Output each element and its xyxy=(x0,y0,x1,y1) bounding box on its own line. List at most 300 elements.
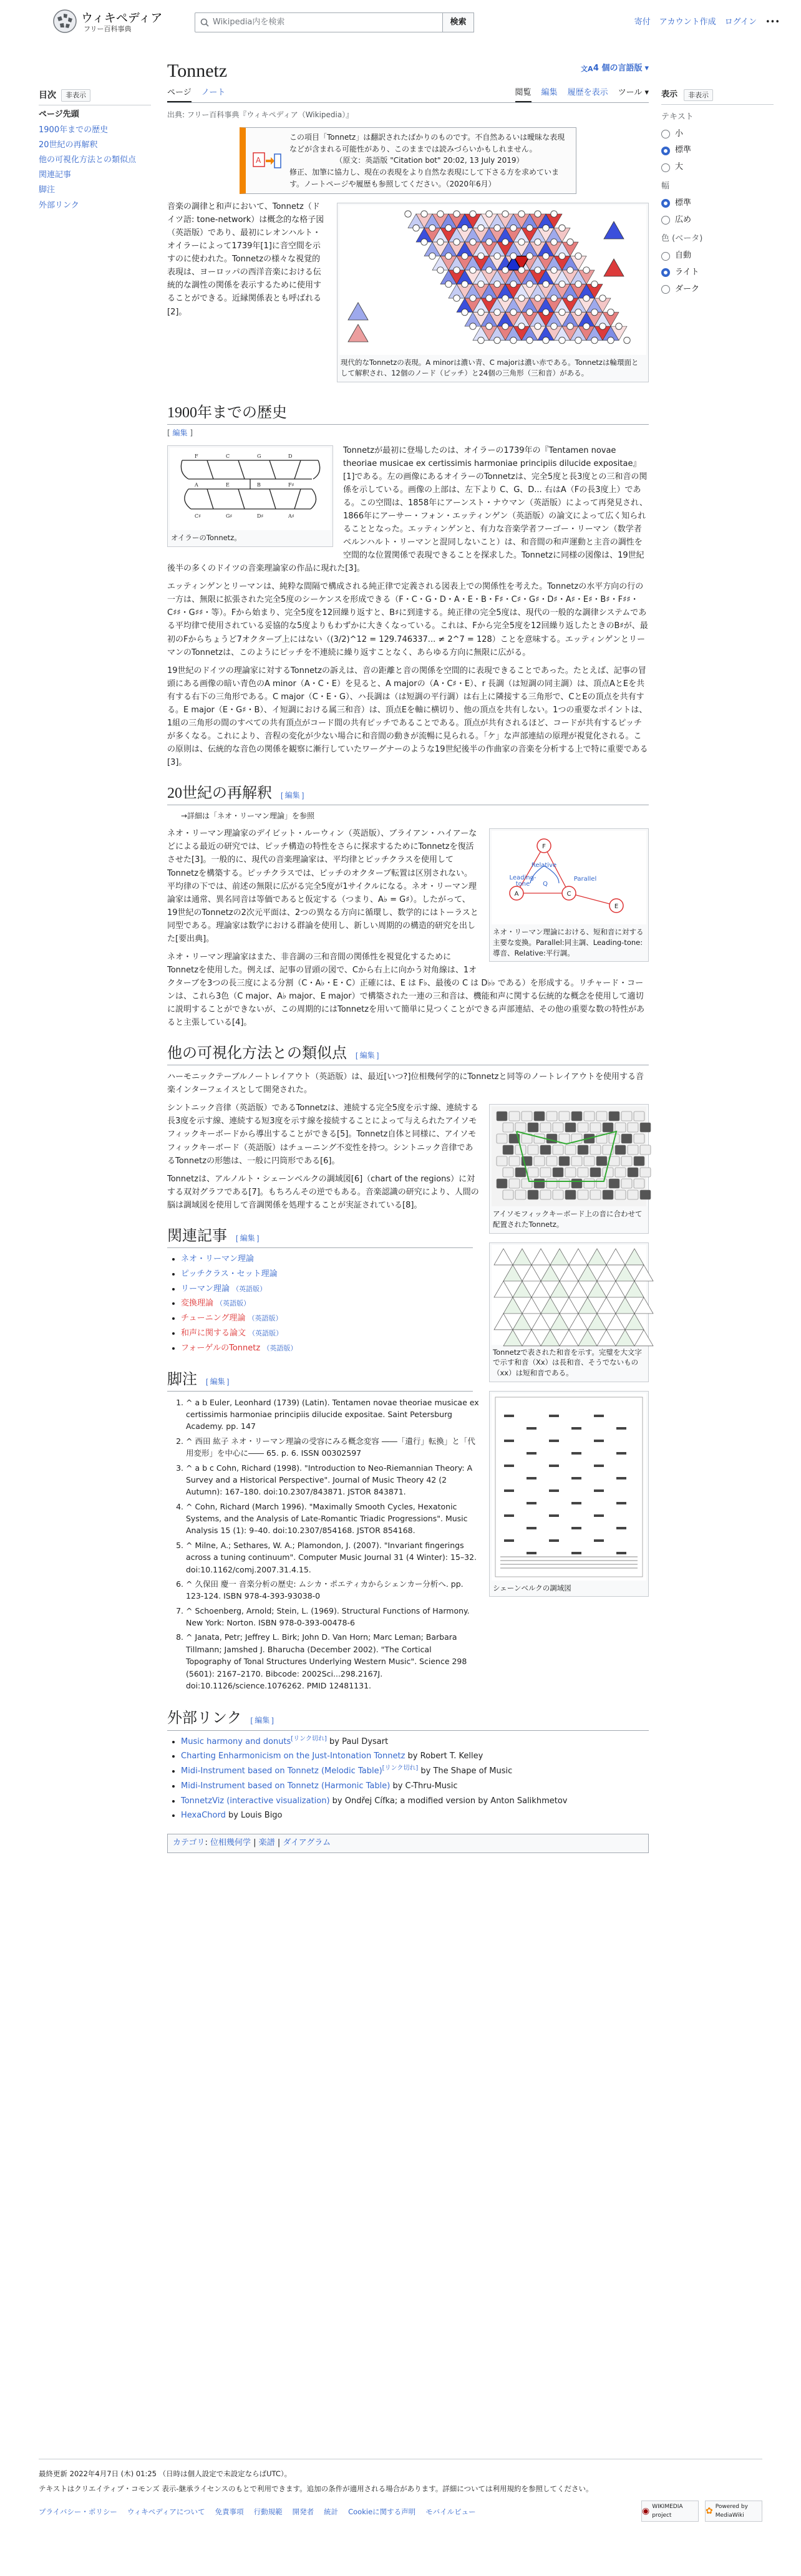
translation-notice xyxy=(240,127,576,194)
svg-text:A: A xyxy=(256,155,261,165)
pitch-node xyxy=(559,225,565,231)
section-related-title: 関連記事 [ 編集 ] xyxy=(167,1227,473,1248)
pitch-node xyxy=(454,267,460,273)
chord-triangle xyxy=(532,1281,550,1297)
pitch-node xyxy=(543,337,549,344)
region-mark xyxy=(527,1527,536,1529)
keyboard-key xyxy=(546,1134,557,1143)
region-mark xyxy=(571,1552,581,1554)
euler-caption: オイラーのTonnetz。 xyxy=(171,533,241,542)
legend-triangle xyxy=(348,303,368,320)
keyboard-key xyxy=(565,1123,576,1132)
page-header xyxy=(0,0,801,44)
pitch-node xyxy=(486,267,492,273)
section-20th-title: 20世紀の再解釈 [ 編集 ] xyxy=(167,784,649,805)
plr-transform-diagram[interactable] xyxy=(492,831,646,924)
pitch-node xyxy=(591,337,598,344)
pitch-node xyxy=(445,281,452,288)
pitch-node xyxy=(486,323,492,329)
keyboard-key xyxy=(565,1190,576,1199)
language-button[interactable]: 文A 4 個の言語版 ▾ xyxy=(581,62,649,75)
keyboard-key xyxy=(540,1145,551,1155)
keyboard-key xyxy=(634,1111,644,1121)
region-mark xyxy=(527,1427,536,1430)
chord-triangle xyxy=(541,1265,560,1281)
chord-triangle xyxy=(560,1330,578,1346)
keyboard-key xyxy=(497,1179,507,1188)
viz-paragraph-2: シントニック音律（英語版）であるTonnetzは、連続する完全5度を示す線、連続する長3度を示す線、連続する短3度を示す線を接続することによって与えられたアイソモフィックキーボードから導出することができる[5]。Tonnetz自体と同様に、アイソモフィックキーボード（英語版）はチューニング不変性を持つ。シントニック音律であるTonnetzの形態は、一般に円筒形である[6]。 xyxy=(167,1103,478,1166)
appearance-hide-button[interactable]: 非表示 xyxy=(684,89,713,102)
list-item[interactable]: • 変換理論 （英語版） xyxy=(181,1297,649,1310)
tab-history[interactable]: 履歴を表示 xyxy=(567,88,608,97)
pitch-node xyxy=(600,323,606,329)
keyboard-key xyxy=(609,1111,619,1121)
donate-link[interactable]: 寄付 xyxy=(634,17,651,27)
list-item[interactable]: • リーマン理論 （英語版） xyxy=(181,1283,649,1296)
text-size-label: テキスト xyxy=(661,112,694,122)
login-link[interactable]: ログイン xyxy=(724,17,757,27)
chord-triangle xyxy=(541,1330,560,1346)
keyboard-key xyxy=(609,1179,619,1188)
chord-triangle xyxy=(541,1297,560,1314)
history-paragraph-2: エッティンゲンとリーマンは、純粋な間隔で構成される純正律で定義される図表上での関係性を考えた。Tonnetzの水平方向の行の一方は、無限に拡張された完全5度のシーケンスを形成できる（F・C・G・D・A・E・B・F♯・C♯・G♯・D♯・A♯・E♯・B♯・F♯♯・C♯♯・G♯♯・等）。Fから始まり、完全5度を12回繰り返すと、B♯に到達する。純正律の完全5度は、現代の一般的な調律システムである平均律で使用されている妥協的な5度よりもわずかに大きくなっている。これは、Fから完全5度を12回繰り返したときのB♯が、最初のFからちょうど7オクターブ上にはない（(3/2)^12 = 129.746337... ≠ 2^7 = 128）ことを意味する。エッティンゲンとリーマンのTonnetzは、このようにピッチを不連続に繰り返すことなく、あらゆる方向に無限に広がる。 xyxy=(167,582,648,657)
keyboard-key xyxy=(546,1156,557,1166)
pitch-node xyxy=(518,211,525,217)
page-tabs xyxy=(167,87,649,103)
last-modified: 最終更新 2022年4月7日 (木) 01:25 （日時は個人設定で未設定ならばUTC）。 xyxy=(39,2469,292,2478)
footer-link[interactable]: 行動規範 xyxy=(253,2507,283,2516)
keyboard-key xyxy=(571,1156,582,1166)
pitch-node xyxy=(462,225,468,231)
keyboard-key xyxy=(509,1111,520,1121)
create-account-link[interactable]: アカウント作成 xyxy=(659,17,716,27)
color-auto[interactable]: 自動 xyxy=(661,249,774,263)
page-title: Tonnetz xyxy=(167,61,228,81)
toc-item-history[interactable]: 1900年までの歴史 xyxy=(39,125,109,135)
toc-title: 目次 xyxy=(39,90,56,100)
pitch-node xyxy=(624,337,630,344)
list-item[interactable]: • ネオ・リーマン理論 xyxy=(181,1253,649,1266)
svg-text:A: A xyxy=(195,482,198,488)
wikimedia-badge[interactable]: ◉ WIKIMEDIA project xyxy=(641,2501,699,2522)
viz-paragraph-1: ハーモニックテーブルノートレイアウト（英語版）は、最近[いつ?]位相幾何学的にTonnetzと同等のノートレイアウトを使用する音楽インターフェイスとして開発された。 xyxy=(167,1072,644,1095)
region-mark xyxy=(549,1440,559,1442)
footer-link[interactable]: 統計 xyxy=(324,2507,339,2516)
appearance-title: 表示 xyxy=(661,90,678,99)
keyboard-key xyxy=(584,1179,595,1188)
keyboard-key xyxy=(615,1123,626,1132)
list-item[interactable]: • チューニング理論 （英語版） xyxy=(181,1312,649,1325)
pitch-node xyxy=(494,337,500,344)
pitch-node xyxy=(502,211,508,217)
keyboard-key xyxy=(559,1156,570,1166)
list-item[interactable]: • Midi-Instrument based on Tonnetz (Harmonic Table) by C-Thru-Music xyxy=(181,1780,649,1793)
source-line: 出典: フリー百科事典『ウィキペディア（Wikipedia）』 xyxy=(167,110,354,119)
region-mark xyxy=(527,1502,536,1504)
chord-triangle xyxy=(634,1330,653,1346)
width-standard[interactable]: 標準 xyxy=(661,197,774,210)
legend-triangle xyxy=(604,259,624,276)
translation-icon xyxy=(252,132,282,190)
table-of-contents xyxy=(39,89,151,215)
chord-triangle xyxy=(606,1281,625,1297)
mediawiki-icon: ✿ xyxy=(706,2506,713,2516)
references-list xyxy=(186,1397,479,1692)
keyboard-key xyxy=(540,1123,551,1132)
svg-text:B: B xyxy=(257,482,261,488)
pitch-node xyxy=(502,267,508,273)
footer-link[interactable]: プライバシー・ポリシー xyxy=(39,2507,117,2516)
pitch-node xyxy=(454,239,460,245)
search-input[interactable] xyxy=(195,12,443,32)
pitch-node xyxy=(437,211,444,217)
external-edit-link[interactable]: 編集 xyxy=(255,1716,270,1725)
svg-text:Relative: Relative xyxy=(531,862,557,869)
pitch-node xyxy=(421,239,427,245)
pitch-node xyxy=(551,323,557,329)
list-item[interactable]: • フォーゲルのTonnetz （英語版） xyxy=(181,1342,649,1355)
pitch-node xyxy=(567,295,573,301)
region-mark xyxy=(571,1527,581,1529)
keyboard-key xyxy=(522,1111,532,1121)
keyboard-key xyxy=(590,1190,601,1199)
region-mark xyxy=(616,1552,626,1554)
tonnetz-diagram[interactable] xyxy=(339,205,646,355)
pitch-node xyxy=(502,295,508,301)
pitch-node xyxy=(591,309,598,316)
footer-link[interactable]: ウィキペディアについて xyxy=(127,2507,205,2516)
keyboard-key xyxy=(596,1156,607,1166)
appearance-panel xyxy=(661,89,774,300)
chord-triangle xyxy=(588,1249,606,1265)
viz-edit-link[interactable]: 編集 xyxy=(359,1051,375,1060)
region-mark xyxy=(616,1477,626,1479)
region-mark xyxy=(504,1440,514,1442)
region-mark xyxy=(527,1552,536,1554)
page-footer xyxy=(39,2459,762,2517)
keyboard-key xyxy=(590,1168,601,1177)
svg-text:C: C xyxy=(226,453,230,459)
color-light[interactable]: ライト xyxy=(661,266,774,279)
pitch-node xyxy=(551,295,557,301)
reference-item: 6. ^ 久保田 慶一 音楽分析の歴史: ムシカ・ポエティカからシェンカー分析へ. pp. 123-124. ISBN 978-4-393-93038-0 xyxy=(186,1578,479,1602)
keyboard-key xyxy=(621,1134,632,1143)
keyboard-key xyxy=(503,1123,513,1132)
pitch-node xyxy=(462,309,468,316)
category-link[interactable]: ダイアグラム xyxy=(283,1838,331,1848)
pitch-node xyxy=(527,281,533,288)
chord-triangle xyxy=(503,1265,522,1281)
reference-item: 7. ^ Schoenberg, Arnold; Stein, L. (1969). Structural Functions of Harmony. New York: Norton. ISBN 978-0-393-00478-6 xyxy=(186,1605,479,1629)
chord-triangle-diagram[interactable] xyxy=(492,1245,646,1345)
list-item[interactable]: • ピッチクラス・セット理論 xyxy=(181,1268,649,1281)
viz-paragraph-3: Tonnetzは、アルノルト・シェーンベルクの調域図[6]（chart of the regions）に対する双対グラフである[7]。もちろんその逆でもある。音楽認識の研究により、人間の脳は調域図を使用して音調関係を処理することが実証されている[8]。 xyxy=(167,1174,479,1210)
toc-item-external[interactable]: 外部リンク xyxy=(39,200,79,210)
region-mark xyxy=(616,1427,626,1430)
list-item[interactable]: • Charting Enharmonicism on the Just-Intonation Tonnetz by Robert T. Kelley xyxy=(181,1750,649,1763)
keyboard-key xyxy=(565,1168,576,1177)
keyboard-key xyxy=(497,1111,507,1121)
keyboard-key xyxy=(546,1111,557,1121)
chord-triangle xyxy=(616,1330,634,1346)
list-item[interactable]: • HexaChord by Louis Bigo xyxy=(181,1809,649,1823)
tab-edit[interactable]: 編集 xyxy=(541,88,558,97)
region-mark xyxy=(504,1514,514,1517)
pitch-node xyxy=(608,309,614,316)
section-external-title: 外部リンク [ 編集 ] xyxy=(167,1709,649,1730)
notice-line-2: （原文：英語版 "Citation bot" 20:02, 13 July 2019） xyxy=(335,156,524,165)
svg-text:A: A xyxy=(514,891,519,898)
svg-text:E: E xyxy=(614,903,619,911)
pitch-node xyxy=(518,267,525,273)
chord-triangle xyxy=(606,1249,625,1265)
schoenberg-chart-diagram[interactable] xyxy=(492,1393,646,1581)
pitch-node xyxy=(567,323,573,329)
keyboard-key xyxy=(515,1190,526,1199)
footer-link[interactable]: Cookieに関する声明 xyxy=(348,2507,416,2516)
tab-page[interactable]: ページ xyxy=(167,87,192,102)
chord-triangle xyxy=(513,1314,532,1330)
keyboard-key xyxy=(571,1111,582,1121)
keyboard-key xyxy=(621,1179,632,1188)
keyboard-key xyxy=(540,1190,551,1199)
pitch-node xyxy=(486,211,492,217)
chord-triangle xyxy=(625,1249,644,1265)
region-mark xyxy=(594,1415,604,1417)
related-edit-link[interactable]: 編集 xyxy=(240,1233,255,1242)
width-wide[interactable]: 広め xyxy=(661,214,774,227)
wikipedia-logo[interactable] xyxy=(52,7,163,36)
chord-triangle xyxy=(578,1330,597,1346)
region-mark xyxy=(616,1527,626,1529)
c20-edit-link[interactable]: 編集 xyxy=(284,791,300,800)
chord-triangle xyxy=(560,1265,578,1281)
toc-item-similar[interactable]: 他の可視化方法との類似点 xyxy=(39,155,137,165)
wikipedia-globe-icon xyxy=(52,9,77,34)
width-label: 幅 xyxy=(661,181,670,191)
pitch-node xyxy=(429,225,435,231)
text-size-standard[interactable]: 標準 xyxy=(661,144,774,157)
svg-text:F♯: F♯ xyxy=(288,482,294,488)
chord-triangle xyxy=(625,1314,644,1330)
pitch-node xyxy=(470,267,476,273)
keyboard-key xyxy=(634,1156,644,1166)
chord-triangle xyxy=(625,1281,644,1297)
pitch-node xyxy=(551,267,557,273)
keyboard-figure xyxy=(489,1104,649,1233)
search-form xyxy=(195,12,474,32)
chord-triangle xyxy=(597,1330,616,1346)
category-link[interactable]: 楽譜 xyxy=(258,1838,275,1848)
list-item[interactable]: • TonnetzViz (interactive visualization) by Ondřej Cífka; a modified version by Anton Salikhmetov xyxy=(181,1795,649,1808)
keyboard-key xyxy=(559,1179,570,1188)
pitch-node xyxy=(583,323,590,329)
pitch-node xyxy=(527,309,533,316)
chord-triangle xyxy=(578,1297,597,1314)
c20-hatnote: →詳細は「ネオ・リーマン理論」を参照 xyxy=(181,811,315,821)
keyboard-key xyxy=(515,1123,526,1132)
keyboard-key xyxy=(503,1190,513,1199)
chord-triangle xyxy=(494,1249,513,1265)
legend-triangle xyxy=(604,221,624,239)
region-mark xyxy=(616,1502,626,1504)
keyboard-key xyxy=(565,1145,576,1155)
user-nav xyxy=(634,16,780,29)
keyboard-key xyxy=(615,1145,626,1155)
list-item[interactable]: • Midi-Instrument based on Tonnetz (Melodic Table)[リンク切れ] by The Shape of Music xyxy=(181,1765,649,1778)
chart-frame xyxy=(495,1397,643,1577)
chord-triangle xyxy=(513,1249,532,1265)
pitch-node xyxy=(437,239,444,245)
chord-triangle xyxy=(550,1281,569,1297)
pitch-node xyxy=(494,225,500,231)
toc-item-related[interactable]: 関連記事 xyxy=(39,170,72,180)
chord-triangle xyxy=(597,1297,616,1314)
pitch-node xyxy=(437,267,444,273)
svg-text:G♯: G♯ xyxy=(226,513,233,519)
svg-text:G: G xyxy=(257,453,261,459)
plr-caption: ネオ・リーマン理論における、短和音に対する主要な変換。Parallel:同主調、Leading-tone:導音、Relative:平行調。 xyxy=(493,927,644,957)
tab-read[interactable]: 閲覧 xyxy=(515,87,532,102)
pitch-node xyxy=(551,211,557,217)
keyboard-key xyxy=(515,1168,526,1177)
tab-talk[interactable]: ノート xyxy=(201,88,226,97)
footer-link[interactable]: 免責事項 xyxy=(215,2507,244,2516)
svg-text:D♯: D♯ xyxy=(257,513,264,519)
tab-tools[interactable]: ツール ▾ xyxy=(618,88,649,97)
history-paragraph-1: Tonnetzが最初に登場したのは、オイラーの1739年の『Tentamen novae theoriae musicae ex certissimis harmoniae principiis dilucide expositae』[1]である。左の画像にあるオイラーのTonnetzは、完全5度と長3度との三和音の関係を示している。画像の上部は、左下より C、G、D... 右はA（Fの長3度上）である。この空間は、1858年にアーンスト・ナウマン（英語版）によって再発見され、1866年にアーサー・フォン・エッティンゲン（英語版）の論文によって広く知られることとなった。エッティンゲンと、有力な音楽学者フーゴー・リーマン（数学者ベルンハルト・リーマンと混同しないこと）は、和音間の和声運動と主音の調性を空間的な位置関係で表現できることを探求した。Tonnetzに同様の図像は、19世紀後半の多くのドイツの音楽理論家の作品に現れた[3]。 xyxy=(167,445,648,574)
chord-triangle xyxy=(522,1297,541,1314)
notes-edit-link[interactable]: 編集 xyxy=(210,1377,225,1386)
chord-triangle xyxy=(532,1249,550,1265)
chevron-down-icon: ▾ xyxy=(644,64,649,73)
color-dark[interactable]: ダーク xyxy=(661,283,774,296)
pitch-node xyxy=(494,281,500,288)
search-placeholder: Wikipedia内を検索 xyxy=(213,17,285,27)
pitch-node xyxy=(559,253,565,259)
lead-figure xyxy=(337,203,649,382)
lead-caption: 現代的なTonnetzの表現。A minorは濃い青、C majorは濃い赤である。Tonnetzは輪環面として解釈され、12個のノード（ピッチ）と24個の三角形（三和音）がある。 xyxy=(341,358,639,377)
chord-triangle xyxy=(532,1314,550,1330)
chord-triangle xyxy=(560,1297,578,1314)
pitch-node xyxy=(567,267,573,273)
section-similar-title: 他の可視化方法との類似点 [ 編集 ] xyxy=(167,1044,649,1065)
chord-caption: Tonnetzで表された和音を示す。完璧を大文字で示す和音（Xx）は長和音、そうでないもの（xx）は短和音である。 xyxy=(493,1347,642,1378)
pitch-node xyxy=(559,281,565,288)
pitch-node xyxy=(608,337,614,344)
pitch-node xyxy=(575,281,581,288)
notice-line-1: この項目「Tonnetz」は翻訳されたばかりのものです。不自然あるいは曖昧な表現などが含まれる可能性があり、このままでは読みづらいかもしれません。 xyxy=(289,133,565,153)
svg-text:C♯: C♯ xyxy=(195,513,201,519)
footer-link[interactable]: モバイルビュー xyxy=(425,2507,476,2516)
svg-text:E: E xyxy=(226,482,230,488)
category-box: カテゴリ: 位相幾何学 | 楽譜 | ダイアグラム xyxy=(167,1834,649,1853)
pitch-node xyxy=(543,309,549,316)
region-mark xyxy=(616,1452,626,1455)
keyboard-key xyxy=(628,1190,638,1199)
keyboard-key xyxy=(621,1111,632,1121)
pitch-node xyxy=(510,337,517,344)
category-link[interactable]: 位相幾何学 xyxy=(210,1838,251,1848)
schoenberg-figure xyxy=(489,1391,649,1597)
keyboard-key xyxy=(528,1145,538,1155)
pitch-node xyxy=(510,309,517,316)
region-mark xyxy=(571,1477,581,1479)
chord-triangle xyxy=(588,1314,606,1330)
footer-link[interactable]: 開発者 xyxy=(292,2507,314,2516)
license-text: テキストはクリエイティブ・コモンズ 表示-継承ライセンスのもとで利用できます。追加の条件が適用される場合があります。詳細については利用規約を参照してください。 xyxy=(39,2484,593,2494)
pitch-node xyxy=(527,337,533,344)
region-mark xyxy=(504,1415,514,1417)
chord-triangle xyxy=(634,1265,653,1281)
mediawiki-badge[interactable]: ✿ Powered by MediaWiki xyxy=(705,2501,762,2522)
isomorphic-keyboard-diagram[interactable] xyxy=(492,1106,646,1206)
chord-triangle xyxy=(616,1265,634,1281)
keyboard-key xyxy=(584,1111,595,1121)
keyboard-key xyxy=(497,1134,507,1143)
category-label[interactable]: カテゴリ xyxy=(173,1838,205,1848)
text-size-small[interactable]: 小 xyxy=(661,128,774,141)
external-links-list xyxy=(181,1736,649,1823)
toc-item-notes[interactable]: 脚注 xyxy=(39,185,56,195)
pitch-node xyxy=(486,295,492,301)
region-mark xyxy=(549,1415,559,1417)
keyboard-key xyxy=(528,1190,538,1199)
keyboard-key xyxy=(596,1111,607,1121)
region-mark xyxy=(527,1452,536,1455)
pitch-node xyxy=(462,281,468,288)
chord-triangle xyxy=(606,1314,625,1330)
list-item[interactable]: • 和声に関する論文 （英語版） xyxy=(181,1327,649,1340)
region-mark xyxy=(504,1539,514,1542)
list-item[interactable]: • Music harmony and donuts[リンク切れ] by Paul Dysart xyxy=(181,1736,649,1749)
pitch-node xyxy=(486,239,492,245)
text-size-large[interactable]: 大 xyxy=(661,161,774,174)
euler-tonnetz-diagram[interactable] xyxy=(170,448,331,530)
chord-triangle xyxy=(522,1330,541,1346)
keyboard-key xyxy=(553,1190,563,1199)
keyboard-key xyxy=(603,1123,613,1132)
keyboard-key xyxy=(596,1179,607,1188)
euler-figure xyxy=(167,445,333,547)
pitch-node xyxy=(527,225,533,231)
pitch-node xyxy=(494,309,500,316)
more-icon[interactable]: ••• xyxy=(765,17,780,27)
toc-hide-button[interactable]: 非表示 xyxy=(61,89,90,102)
pitch-node xyxy=(454,211,460,217)
region-mark xyxy=(549,1539,559,1542)
history-edit-link[interactable]: 編集 xyxy=(172,428,188,437)
keyboard-key xyxy=(546,1179,557,1188)
svg-text:F: F xyxy=(195,453,198,459)
pitch-node xyxy=(405,211,411,217)
plr-figure xyxy=(489,828,649,962)
keyboard-key xyxy=(578,1190,588,1199)
pitch-node xyxy=(518,295,525,301)
chord-triangle xyxy=(494,1281,513,1297)
pitch-node xyxy=(543,225,549,231)
pitch-node xyxy=(567,239,573,245)
keyboard-key xyxy=(509,1179,520,1188)
svg-text:A♯: A♯ xyxy=(288,513,294,519)
keyboard-key xyxy=(540,1168,551,1177)
pitch-node xyxy=(413,225,419,231)
toc-item-top[interactable]: ページ先頭 xyxy=(39,110,79,120)
keyboard-key xyxy=(553,1145,563,1155)
keyboard-key xyxy=(609,1156,619,1166)
toc-item-20th[interactable]: 20世紀の再解釈 xyxy=(39,140,98,150)
search-button[interactable]: 検索 xyxy=(443,12,474,32)
